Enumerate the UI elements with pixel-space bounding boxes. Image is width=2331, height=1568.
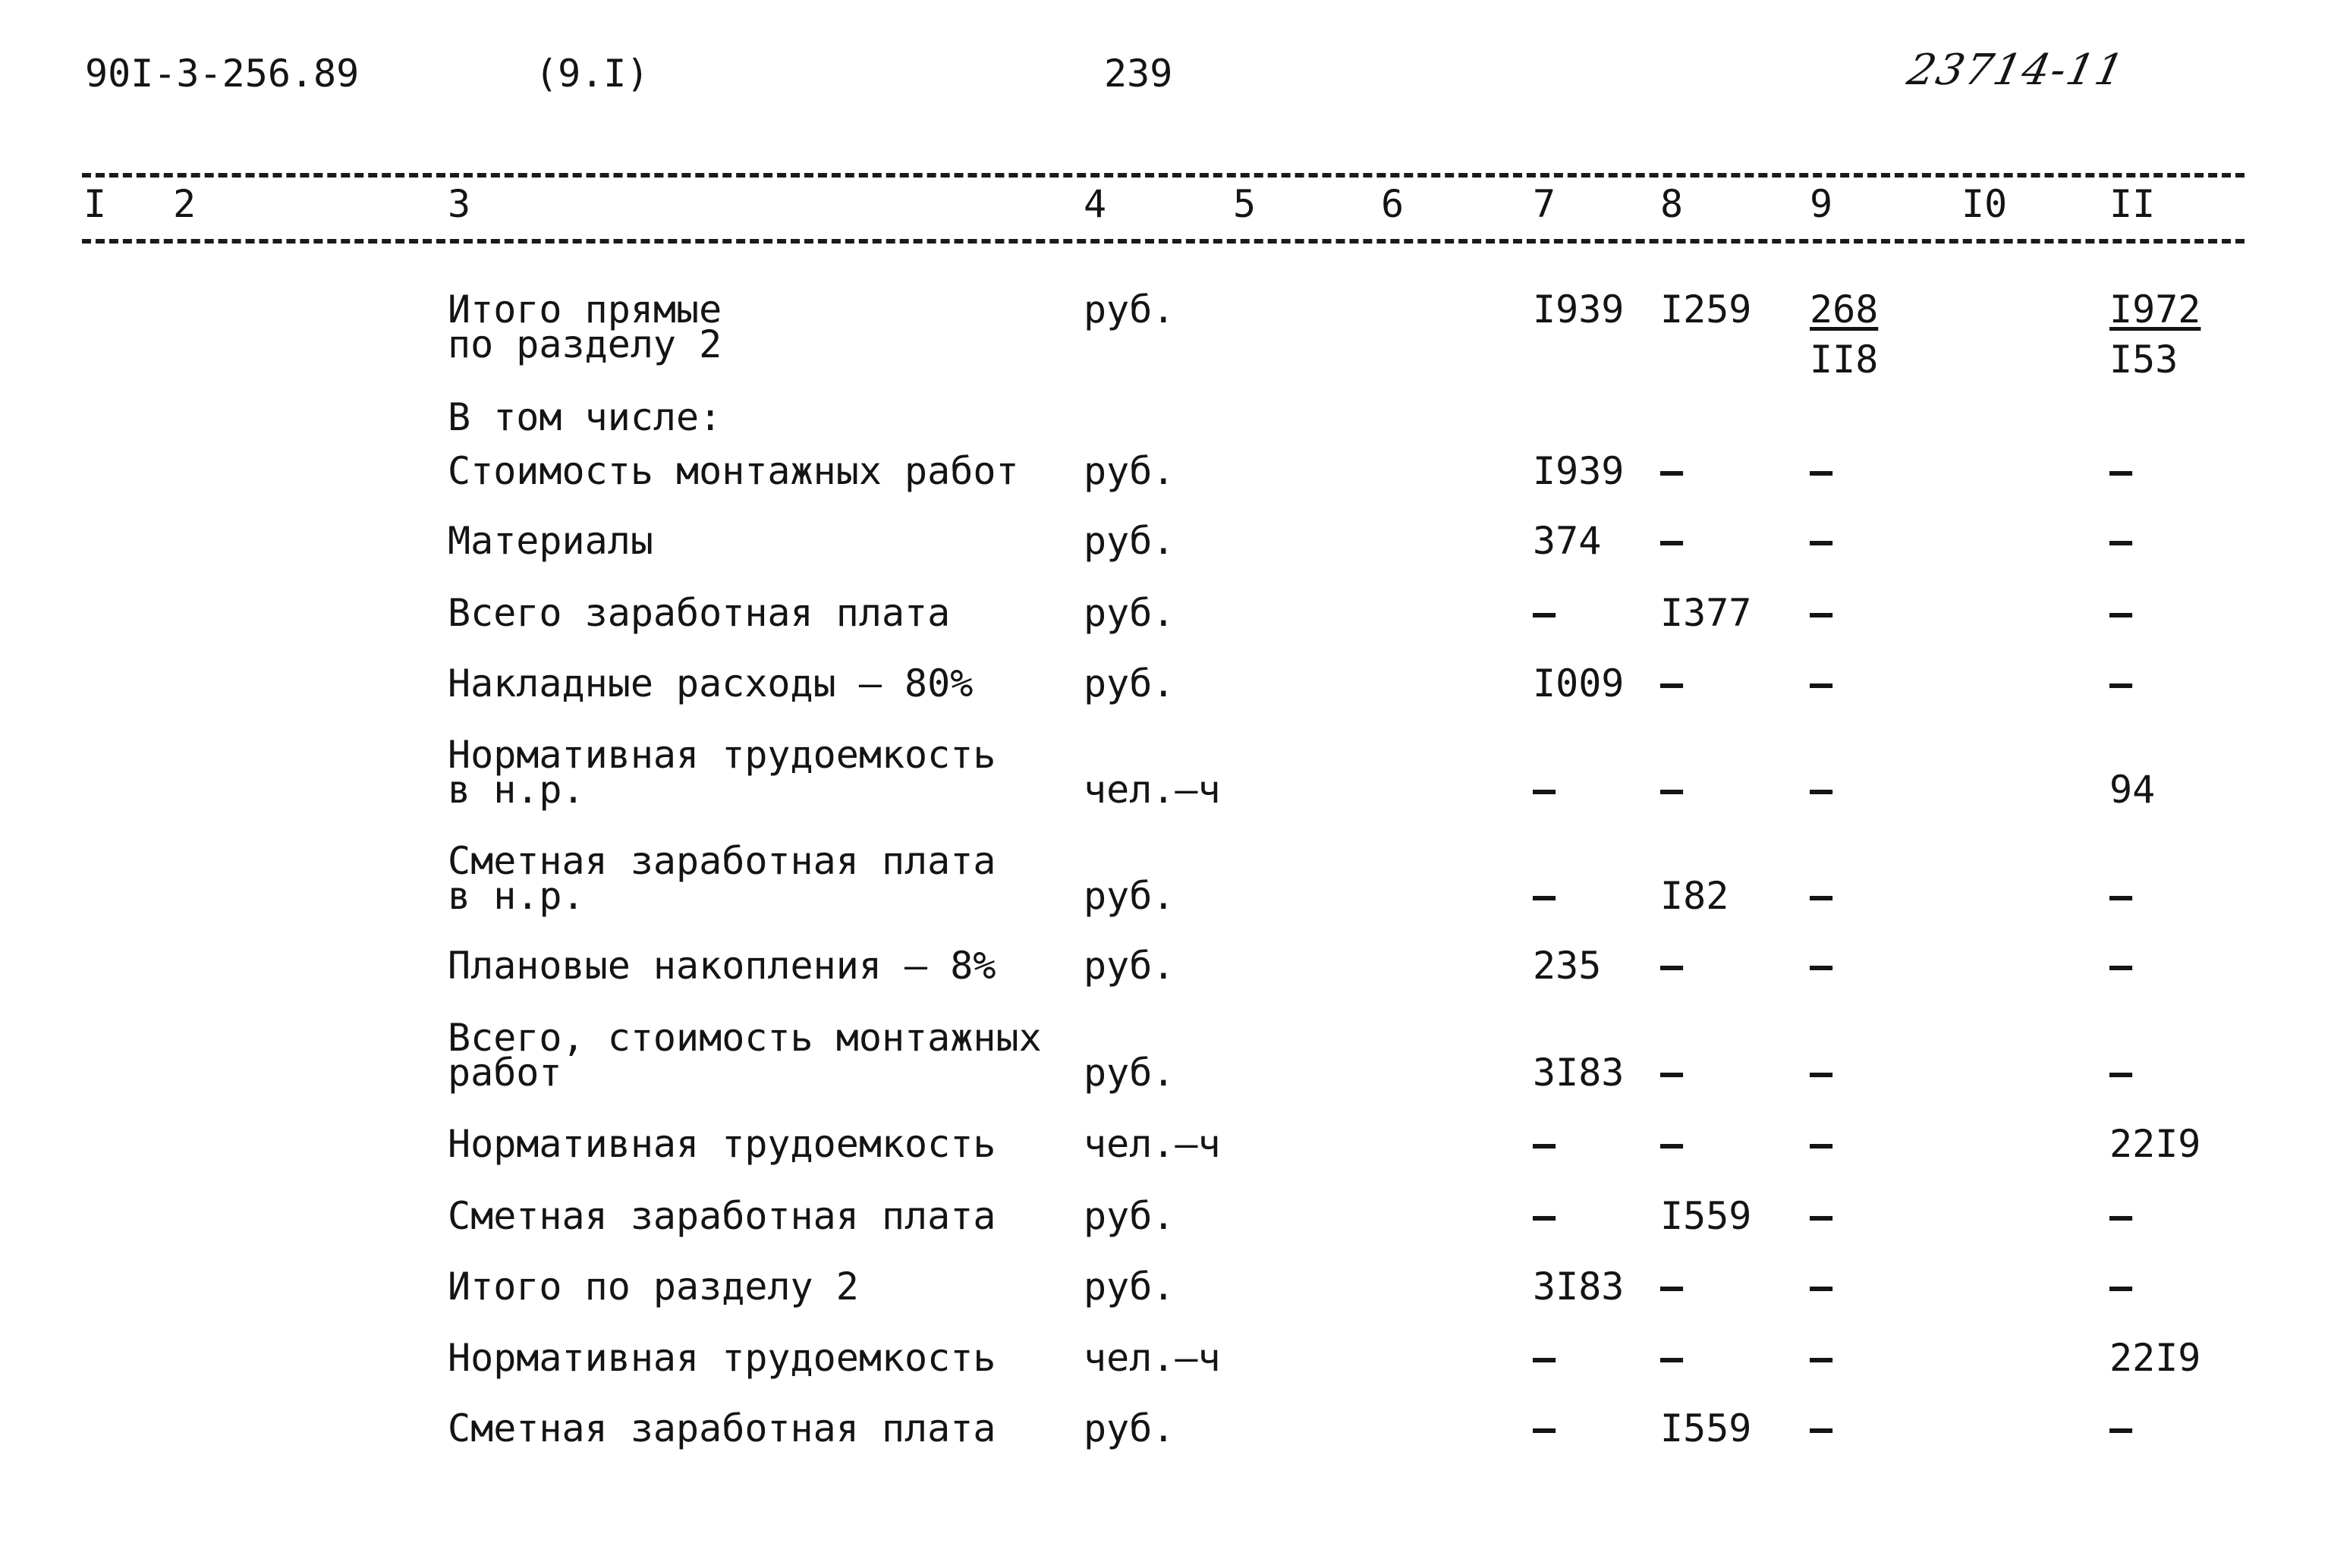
value-col9: –	[1810, 1406, 1833, 1450]
col-header-8: 8	[1660, 182, 1684, 226]
unit-cell: чел.–ч	[1084, 1122, 1221, 1166]
row-label: Стоимость монтажных работ	[448, 449, 1019, 493]
row-label-line: Сметная заработная плата	[448, 839, 996, 883]
fraction-denominator: II8	[1810, 338, 1879, 382]
value-col8: –	[1660, 1265, 1684, 1309]
row-label: Нормативная трудоемкость	[448, 1122, 996, 1166]
value-col7: 3I83	[1533, 1051, 1625, 1095]
value-col9: –	[1810, 874, 1833, 918]
unit-cell: руб.	[1084, 519, 1175, 563]
row-label: Накладные расходы – 80%	[448, 661, 974, 705]
unit-cell: руб.	[1084, 288, 1175, 332]
unit-cell: руб.	[1084, 661, 1175, 705]
value-col11: –	[2109, 944, 2133, 988]
unit-cell: руб.	[1084, 1265, 1175, 1309]
value-col9: –	[1810, 661, 1833, 705]
fraction-col11	[2109, 288, 2201, 382]
value-col7: I939	[1533, 288, 1625, 332]
value-col7: I939	[1533, 449, 1625, 493]
value-col9: –	[1810, 1194, 1833, 1238]
value-col7: –	[1533, 591, 1556, 635]
value-col8: –	[1660, 944, 1684, 988]
value-col8: –	[1660, 519, 1684, 563]
value-col8: –	[1660, 1051, 1684, 1095]
row-label: Плановые накопления – 8%	[448, 944, 996, 988]
value-col11: –	[2109, 874, 2133, 918]
page-number: 239	[1104, 52, 1173, 96]
value-col11: –	[2109, 519, 2133, 563]
unit-cell: руб.	[1084, 944, 1175, 988]
unit-cell: руб.	[1084, 1051, 1175, 1095]
col-header-9: 9	[1810, 182, 1833, 226]
col-header-10: I0	[1961, 182, 2008, 226]
row-label: Итого по разделу 2	[448, 1265, 859, 1309]
value-col9: –	[1810, 449, 1833, 493]
fraction-col9	[1810, 288, 1879, 382]
value-col11: –	[2109, 1265, 2133, 1309]
value-col7: –	[1533, 1336, 1556, 1380]
row-label-line: Всего, стоимость монтажных	[448, 1016, 1042, 1060]
value-col7: –	[1533, 874, 1556, 918]
value-col8: I82	[1660, 874, 1729, 918]
row-label-line: по разделу 2	[448, 322, 722, 366]
col-header-5: 5	[1233, 182, 1257, 226]
value-col11: –	[2109, 1406, 2133, 1450]
fraction-numerator: I972	[2109, 288, 2201, 332]
row-label-line: в н.р.	[448, 874, 585, 918]
row-label	[448, 733, 996, 812]
value-col11: –	[2109, 449, 2133, 493]
value-col9: –	[1810, 1122, 1833, 1166]
inventory-number-handwritten: 23714-11	[1903, 46, 2130, 95]
col-header-7: 7	[1533, 182, 1556, 226]
fraction-numerator: 268	[1810, 288, 1879, 332]
value-col7: –	[1533, 768, 1556, 812]
value-col9: –	[1810, 1265, 1833, 1309]
unit-cell: руб.	[1084, 449, 1175, 493]
row-label-line: в н.р.	[448, 768, 585, 812]
value-col9: –	[1810, 591, 1833, 635]
value-col11: –	[2109, 1051, 2133, 1095]
row-label	[448, 288, 722, 366]
value-col8: –	[1660, 661, 1684, 705]
row-label: В том числе:	[448, 395, 722, 439]
row-label: Материалы	[448, 519, 653, 563]
value-col9: –	[1810, 768, 1833, 812]
value-col9: –	[1810, 519, 1833, 563]
value-col9: –	[1810, 944, 1833, 988]
unit-cell: руб.	[1084, 591, 1175, 635]
value-col8: I377	[1660, 591, 1752, 635]
value-col8: –	[1660, 1336, 1684, 1380]
value-col11: –	[2109, 661, 2133, 705]
col-header-1: I	[83, 182, 107, 226]
value-col8: I559	[1660, 1406, 1752, 1450]
value-col9: –	[1810, 1051, 1833, 1095]
value-col8: I259	[1660, 288, 1752, 332]
row-label-line: Итого прямые	[448, 288, 722, 332]
value-col8: I559	[1660, 1194, 1752, 1238]
value-col11: 22I9	[2109, 1122, 2201, 1166]
value-col7: 374	[1533, 519, 1602, 563]
col-header-4: 4	[1084, 182, 1107, 226]
value-col11: –	[2109, 591, 2133, 635]
value-col11: –	[2109, 1194, 2133, 1238]
header-top-rule	[82, 173, 2244, 178]
value-col7: –	[1533, 1406, 1556, 1450]
value-col9: –	[1810, 1336, 1833, 1380]
value-col11: 94	[2109, 768, 2156, 812]
row-label	[448, 839, 996, 918]
row-label: Сметная заработная плата	[448, 1406, 996, 1450]
unit-cell: руб.	[1084, 874, 1175, 918]
value-col7: I009	[1533, 661, 1625, 705]
value-col8: –	[1660, 449, 1684, 493]
header-bottom-rule	[82, 239, 2244, 244]
value-col7: –	[1533, 1194, 1556, 1238]
col-header-3: 3	[448, 182, 471, 226]
unit-cell: руб.	[1084, 1406, 1175, 1450]
section-number: (9.I)	[535, 52, 650, 96]
row-label: Нормативная трудоемкость	[448, 1336, 996, 1380]
row-label: Сметная заработная плата	[448, 1194, 996, 1238]
value-col11: 22I9	[2109, 1336, 2201, 1380]
value-col8: –	[1660, 1122, 1684, 1166]
unit-cell: чел.–ч	[1084, 1336, 1221, 1380]
row-label: Всего заработная плата	[448, 591, 951, 635]
row-label-line: работ	[448, 1051, 562, 1095]
unit-cell: чел.–ч	[1084, 768, 1221, 812]
value-col7: –	[1533, 1122, 1556, 1166]
fraction-denominator: I53	[2109, 338, 2178, 382]
unit-cell: руб.	[1084, 1194, 1175, 1238]
col-header-11: II	[2109, 182, 2156, 226]
document-code: 90I-3-256.89	[85, 52, 360, 96]
row-label	[448, 1016, 1042, 1095]
value-col7: 235	[1533, 944, 1602, 988]
value-col8: –	[1660, 768, 1684, 812]
row-label-line: Нормативная трудоемкость	[448, 733, 996, 777]
col-header-6: 6	[1381, 182, 1405, 226]
value-col7: 3I83	[1533, 1265, 1625, 1309]
col-header-2: 2	[173, 182, 197, 226]
